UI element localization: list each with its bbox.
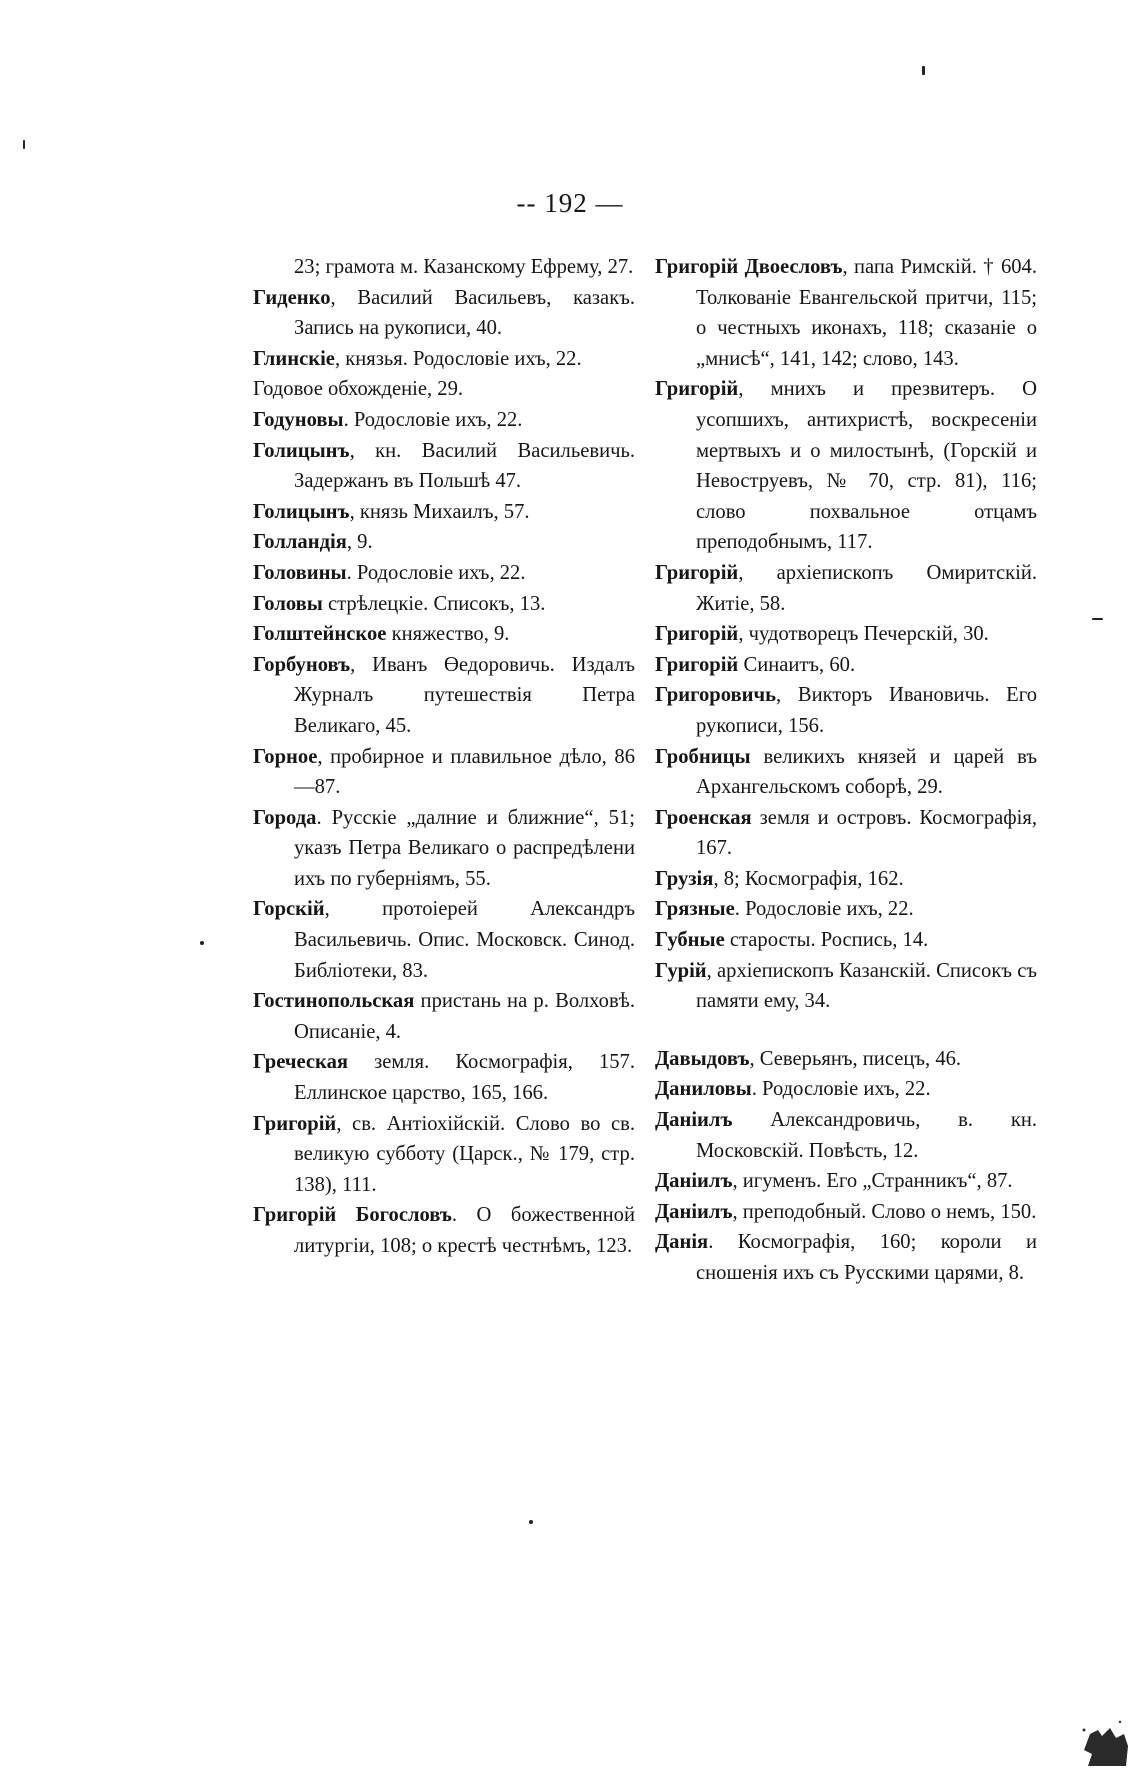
index-headword: Григорій: [253, 1112, 337, 1135]
index-entry-text: . Родословіе ихъ, 22.: [343, 408, 523, 431]
scan-speck: [529, 1520, 533, 1524]
index-entry-text: земля и островъ. Космографія, 167.: [696, 806, 1037, 860]
index-headword: Григорій Двоесловъ: [655, 256, 843, 278]
scan-smudge: [1080, 1716, 1130, 1768]
index-entry-text: княжество, 9.: [386, 623, 510, 646]
index-entry: [655, 374, 1037, 558]
index-headword: Гробницы: [655, 745, 751, 768]
index-entry: [253, 558, 635, 589]
index-headword: Давыдовъ: [655, 1047, 750, 1070]
index-entry: [655, 1105, 1037, 1166]
scan-speck: [1092, 618, 1103, 620]
index-headword: Даніилъ: [655, 1200, 733, 1223]
index-headword: Григорій: [655, 653, 739, 676]
index-headword: Горное: [253, 745, 318, 768]
index-entry-text: . Русскіе „далние и ближние“, 51; указъ Петра Великаго о распредѣлени ихъ по губерніямъ, 55.: [294, 806, 635, 890]
index-entry-text: великихъ князей и царей въ Архангельскомъ соборѣ, 29.: [696, 745, 1037, 799]
index-entry-text: , князья. Родословіе ихъ, 22.: [334, 347, 582, 370]
index-entry-text: старосты. Роспись, 14.: [724, 929, 929, 952]
index-headword: Григоровичь: [655, 684, 776, 707]
index-entry-text: , князь Михаилъ, 57.: [349, 500, 530, 523]
index-headword: Даніилъ: [655, 1170, 733, 1193]
index-entry-text: , протоіерей Александръ Васильевичь. Опис. Московск. Синод. Библіотеки, 83.: [294, 898, 635, 982]
index-entry-text: Годовое обхожденіе, 29.: [253, 378, 464, 401]
index-entry-text: 23; грамота м. Казанскому Ефрему, 27.: [294, 256, 634, 278]
index-entry: [253, 283, 635, 344]
index-entry: [253, 1200, 635, 1261]
index-headword: Григорій: [655, 623, 739, 646]
index-headword: Голландія: [253, 531, 347, 554]
index-entry-text: Синаитъ, 60.: [738, 653, 856, 676]
index-entry-text: , Северьянъ, писецъ, 46.: [749, 1047, 962, 1070]
index-headword: Даниловы: [655, 1078, 752, 1101]
index-column-right: [655, 252, 1037, 1289]
index-entry-text: , Викторъ Ивановичь. Его рукописи, 156.: [696, 684, 1037, 737]
index-entry: [655, 1044, 1037, 1075]
index-entry: [253, 527, 635, 558]
index-entry: [655, 956, 1037, 1017]
index-entry: [253, 1109, 635, 1201]
index-headword: Греческая: [253, 1051, 349, 1074]
index-entry-text: , кн. Василий Васильевичь. Задержанъ въ Польшѣ 47.: [294, 439, 635, 493]
index-entry-text: , папа Римскій. † 604. Толкованіе Евангельской притчи, 115; о честныхъ иконахъ, 118; сказаніе о „мнисѣ“, 141, 142; слово, 143.: [696, 256, 1037, 370]
index-entry: [655, 803, 1037, 864]
index-entry-text: . Родословіе ихъ, 22.: [734, 898, 914, 921]
index-entry: [655, 619, 1037, 650]
index-entry: [655, 680, 1037, 741]
index-entry-text: , пробирное и плавильное дѣло, 86—87.: [294, 745, 635, 799]
index-headword: Григорій Богословъ: [253, 1204, 452, 1227]
index-entry-text: , Иванъ Өедоровичь. Издалъ Журналъ путешествія Петра Великаго, 45.: [294, 653, 635, 737]
index-entry-text: , архіепископъ Омиритскій. Житіе, 58.: [696, 561, 1037, 615]
index-entry-text: , чудотворецъ Печерскій, 30.: [738, 623, 989, 646]
index-headword: Григорій: [655, 378, 739, 401]
index-entry: [253, 589, 635, 620]
index-entry-text: . Родословіе ихъ, 22.: [751, 1078, 931, 1101]
index-entry-text: , преподобный. Слово о немъ, 150.: [732, 1200, 1037, 1223]
index-entry: [655, 894, 1037, 925]
index-entry-text: земля. Космографія, 157. Еллинское царство, 165, 166.: [294, 1051, 635, 1105]
index-entry: [655, 252, 1037, 374]
index-entry-text: . О божественной литургіи, 108; о крестѣ честнѣмъ, 123.: [294, 1204, 636, 1257]
index-entry-text: . Родословіе ихъ, 22.: [346, 561, 526, 584]
index-entry-text: , 8; Космографія, 162.: [713, 867, 904, 890]
index-headword: Грузія: [655, 867, 714, 890]
index-entry-text: , 9.: [346, 531, 373, 554]
index-headword: Голштейнское: [253, 623, 387, 646]
index-headword: Гостинопольская: [253, 990, 415, 1013]
index-entry-text: . Космографія, 160; короли и сношенія ихъ съ Русскими царями, 8.: [696, 1231, 1037, 1284]
index-entry: [253, 986, 635, 1047]
index-headword: Голицынъ: [253, 439, 350, 462]
index-entry: [655, 650, 1037, 681]
index-entry: [655, 864, 1037, 895]
index-entry: [253, 742, 635, 803]
index-entry: [253, 252, 635, 283]
index-entry-text: , Василий Васильевъ, казакъ. Запись на рукописи, 40.: [294, 286, 635, 340]
index-entry: [655, 558, 1037, 619]
index-entry: [253, 619, 635, 650]
index-headword: Губные: [655, 929, 725, 952]
index-entry-text: , св. Антіохійскій. Слово во св. великую субботу (Царск., № 179, стр. 138), 111.: [294, 1112, 635, 1196]
index-headword: Гурій: [655, 959, 707, 982]
scan-speck: [200, 941, 204, 945]
index-entry: [655, 1166, 1037, 1197]
index-headword: Гиденко: [253, 286, 331, 309]
index-entry-text: стрѣлецкіе. Списокъ, 13.: [322, 592, 546, 615]
index-headword: Грязные: [655, 898, 735, 921]
index-headword: Горскій: [253, 898, 325, 921]
index-entry: [655, 1197, 1037, 1228]
index-entry: [253, 1047, 635, 1108]
index-entry-text: Александровичь, в. кн. Московскій. Повѣсть, 12.: [696, 1109, 1037, 1162]
index-entry-text: пристань на р. Волховѣ. Описаніе, 4.: [294, 990, 635, 1043]
scan-speck: [922, 66, 925, 75]
index-entry-text: , мнихъ и презвитеръ. О усопшихъ, антихристѣ, воскресеніи мертвыхъ и о милостынѣ, (Горскій и Невоструевъ, № 70, стр. 81), 116; слово похвальное отцамъ преподобнымъ, 117.: [696, 378, 1037, 554]
index-headword: Голицынъ: [253, 500, 350, 523]
index-entry: [253, 374, 635, 405]
index-entry: [655, 1074, 1037, 1105]
index-headword: Головы: [253, 592, 323, 615]
index-headword: Даніилъ: [655, 1109, 733, 1132]
index-entry: [253, 436, 635, 497]
index-entry: [655, 742, 1037, 803]
index-entry: [253, 894, 635, 986]
index-entry: [253, 405, 635, 436]
index-column-left: [253, 252, 635, 1262]
page-number: -- 192 —: [516, 188, 624, 218]
scan-speck: [23, 140, 25, 149]
index-headword: Григорій: [655, 561, 739, 584]
index-entry: [253, 650, 635, 742]
index-entry: [655, 925, 1037, 956]
index-headword: Горбуновъ: [253, 653, 351, 676]
index-headword: Города: [253, 806, 317, 829]
index-entry: [253, 344, 635, 375]
index-headword: Глинскіе: [253, 347, 335, 370]
index-headword: Годуновы: [253, 408, 344, 431]
index-entry: [253, 803, 635, 895]
index-entry: [655, 1227, 1037, 1288]
index-headword: Гроенская: [655, 806, 752, 829]
index-headword: Головины: [253, 561, 347, 584]
index-headword: Данія: [655, 1231, 709, 1254]
index-entry-text: , игуменъ. Его „Странникъ“, 87.: [732, 1170, 1013, 1193]
index-entry: [253, 497, 635, 528]
index-entry-text: , архіепископъ Казанскій. Списокъ съ памяти ему, 34.: [696, 959, 1037, 1013]
